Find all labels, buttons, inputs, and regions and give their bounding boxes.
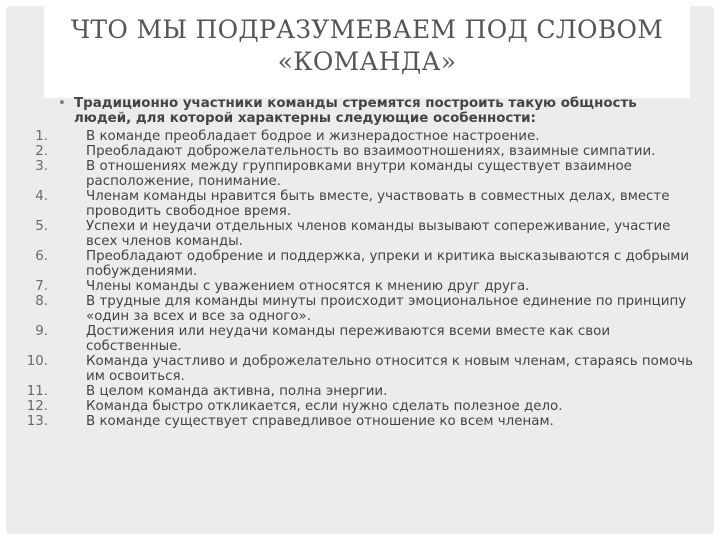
list-item-text: В команде преобладает бодрое и жизнерадостное настроение. bbox=[86, 129, 540, 144]
features-list bbox=[12, 129, 702, 429]
slide bbox=[6, 6, 714, 534]
list-item-number: 6. bbox=[35, 249, 48, 264]
list-item bbox=[12, 354, 702, 384]
list-item bbox=[12, 399, 702, 414]
list-item bbox=[12, 294, 702, 324]
list-item bbox=[12, 324, 702, 354]
list-item-text: В отношениях между группировками внутри команды существует взаимное расположение, понимание. bbox=[86, 159, 632, 189]
list-item-number: 8. bbox=[35, 294, 48, 309]
intro-text: Традиционно участники команды стремятся построить такую общность людей, для которой характерны следующие особенности: bbox=[74, 96, 637, 126]
list-item bbox=[12, 189, 702, 219]
list-item bbox=[12, 159, 702, 189]
bullet-icon: • bbox=[58, 96, 66, 111]
list-item-number: 2. bbox=[35, 144, 48, 159]
list-item bbox=[12, 249, 702, 279]
list-item-text: Успехи и неудачи отдельных членов команды вызывают сопереживание, участие всех членов команды. bbox=[86, 219, 671, 249]
list-item bbox=[12, 414, 702, 429]
list-item bbox=[12, 144, 702, 159]
title-box bbox=[44, 6, 690, 98]
list-item-text: В трудные для команды минуты происходит эмоциональное единение по принципу «один за всех и все за одного». bbox=[86, 294, 687, 324]
list-item bbox=[12, 219, 702, 249]
list-item-number: 4. bbox=[35, 189, 48, 204]
list-item-number: 3. bbox=[35, 159, 48, 174]
list-item-number: 10. bbox=[26, 354, 48, 369]
list-item-text: Преобладают доброжелательность во взаимоотношениях, взаимные симпатии. bbox=[86, 144, 656, 159]
list-item-number: 12. bbox=[26, 399, 48, 414]
list-item-text: В целом команда активна, полна энергии. bbox=[86, 384, 388, 399]
list-item-text: В команде существует справедливое отношение ко всем членам. bbox=[86, 414, 554, 429]
list-item-text: Команда быстро откликается, если нужно сделать полезное дело. bbox=[86, 399, 563, 414]
list-item bbox=[12, 384, 702, 399]
list-item-text: Достижения или неудачи команды переживаются всеми вместе как свои собственные. bbox=[86, 324, 611, 354]
list-item-text: Членам команды нравится быть вместе, участвовать в совместных делах, вместе проводить свободное время. bbox=[86, 189, 670, 219]
list-item bbox=[12, 279, 702, 294]
intro-paragraph bbox=[58, 96, 698, 126]
list-item-text: Команда участливо и доброжелательно относится к новым членам, стараясь помочь им освоиться. bbox=[86, 354, 693, 384]
slide-title: ЧТО МЫ ПОДРАЗУМЕВАЕМ ПОД СЛОВОМ «КОМАНДА» bbox=[70, 15, 664, 76]
list-item bbox=[12, 129, 702, 144]
list-item-number: 5. bbox=[35, 219, 48, 234]
list-item-number: 7. bbox=[35, 279, 48, 294]
list-item-text: Члены команды с уважением относятся к мнению друг друга. bbox=[86, 279, 530, 294]
list-item-number: 13. bbox=[26, 414, 48, 429]
list-item-number: 11. bbox=[26, 384, 48, 399]
list-item-number: 9. bbox=[35, 324, 48, 339]
list-item-number: 1. bbox=[35, 129, 48, 144]
list-item-text: Преобладают одобрение и поддержка, упреки и критика высказываются с добрыми побуждениями. bbox=[86, 249, 690, 279]
